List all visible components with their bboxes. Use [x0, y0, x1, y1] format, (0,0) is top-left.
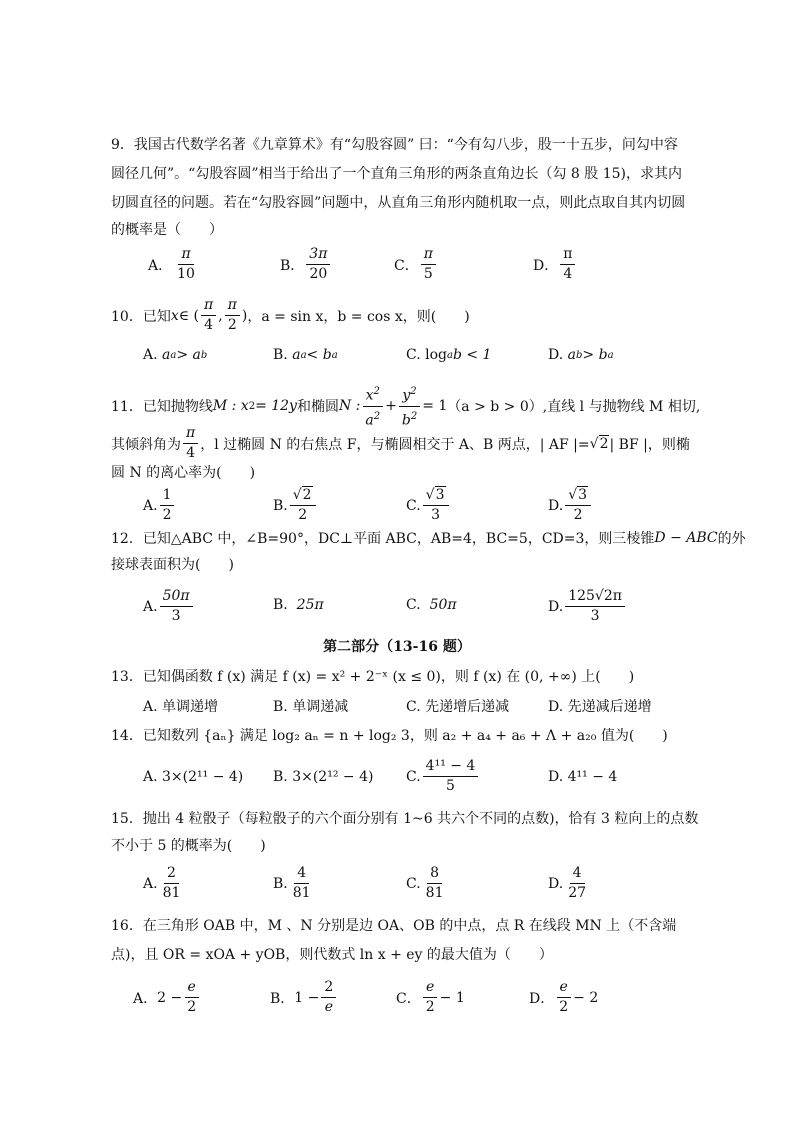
q11-option-c: C. $\frac{√3}{3}$: [406, 486, 451, 525]
q14-option-b: B. 3×(2¹² − 4): [273, 769, 374, 785]
q9-line1: 9．我国古代数学名著《九章算术》有“勾股容圆” 曰：“今有勾八步，股一十五步，问勾中容: [111, 137, 678, 153]
q9-option-c: C． $\frac{\pi}{5}$: [394, 245, 438, 284]
q16-option-a: A． 2 − $\frac{e}{2}$: [133, 978, 201, 1017]
q13-option-d: D. 先递减后递增: [548, 699, 652, 715]
q14-option-d: D. 4¹¹ − 4: [548, 769, 618, 785]
q11-line2: 其倾斜角为 $\frac{\pi}{4}$ ，l 过椭圆 N 的右焦点 F，与椭圆相交于 A、B 两点，| AF |= √ 2 | BF |，则椭: [111, 425, 690, 461]
q13-option-a: A. 单调递增: [143, 699, 219, 715]
q13-stem: 13．已知偶函数 f (x) 满足 f (x) = x² + 2⁻ˣ (x ≤ 0)，则 f (x) 在 (0, +∞) 上( ): [111, 669, 635, 685]
q15-option-a: A. $\frac{2}{81}$: [143, 865, 181, 901]
q15-line2: 不小于 5 的概率为( ): [111, 838, 266, 854]
q13-option-c: C. 先递增后递减: [406, 699, 510, 715]
q10-stem: 10．已知 x ∈ ( $\frac{\pi}{4}$ , $\frac{\pi}{2}$ ) ，a = sin x，b = cos x，则( ): [111, 297, 470, 333]
q12-line1: 12．已知△ABC 中，∠B=90°，DC⊥平面 ABC，AB=4，BC=5，CD=3，则三棱锥 D − ABC 的外: [111, 530, 746, 547]
q9-option-a: A． $\frac{\pi}{10}$: [148, 246, 195, 282]
section-heading: 第二部分（13-16 题）: [323, 639, 471, 655]
q14-option-a: A. 3×(2¹¹ − 4): [143, 769, 244, 785]
q16-line2: 点)，且 OR = xOA + yOB，则代数式 ln x + ey 的最大值为（ ）: [111, 947, 553, 963]
q9-line3: 切圆直径的问题。若在“勾股容圆”问题中，从直角三角形内随机取一点，则此点取自其内切圆: [111, 195, 686, 211]
q15-option-b: B. $\frac{4}{81}$: [273, 865, 311, 901]
q16-option-b: B． 1 − $\frac{2}{e}$: [270, 978, 338, 1017]
q15-option-c: C. $\frac{8}{81}$: [406, 865, 444, 901]
q12-option-b: B. 25π: [273, 597, 324, 613]
q10-option-c: C. log a b < 1: [406, 347, 492, 363]
q9-option-d: D． $\frac{\pi}{4}$: [533, 245, 577, 284]
q11-option-d: D. $\frac{√3}{2}$: [548, 486, 593, 525]
q10-option-a: A. a a > a b: [143, 347, 208, 363]
q14-stem: 14．已知数列 {aₙ} 满足 log₂ aₙ = n + log₂ 3，则 a₂ + a₄ + a₆ + Λ + a₂₀ 值为( ): [111, 728, 668, 744]
q10-option-d: D. a b > b a: [548, 347, 614, 363]
q12-option-c: C. 50π: [406, 597, 457, 613]
q15-line1: 15．抛出 4 粒骰子（每粒骰子的六个面分别有 1~6 共六个不同的点数)，恰有 3 粒向上的点数: [111, 811, 699, 827]
q14-option-c: C. $\frac{\text{4¹¹ − 4}}{5}$: [406, 757, 480, 796]
q11-line1: 11．已知抛物线 M : x 2 = 12y 和椭圆 N : $\frac{x^2}{a^2}$ + $\frac{y^2}{b^2}$ = 1 （a > b > 0） ,直线 l 与抛物线 M 相切,: [111, 382, 700, 430]
q16-line1: 16．在三角形 OAB 中，M 、N 分别是边 OA、OB 的中点，点 R 在线段 MN 上（不含端: [111, 918, 677, 934]
q11-option-b: B. $\frac{√2}{2}$: [273, 486, 318, 525]
q16-option-d: D． $\frac{e}{2}$ − 2: [529, 979, 599, 1015]
q12-line2: 接球表面积为( ): [111, 557, 234, 573]
q9-line2: 圆径几何”。“勾股容圆”相当于给出了一个直角三角形的两条直角边长（勾 8 股 15)，求其内: [111, 166, 683, 182]
q15-option-d: D. $\frac{4}{27}$: [548, 865, 587, 901]
q16-option-c: C． $\frac{e}{2}$ − 1: [396, 979, 465, 1015]
q13-option-b: B. 单调递减: [273, 699, 349, 715]
q12-option-d: D. $\frac{125√2\pi}{3}$: [548, 587, 627, 626]
q11-option-a: A. $\frac{1}{2}$: [143, 486, 176, 525]
q9-line4: 的概率是（ ）: [111, 222, 223, 238]
q10-option-b: B. a a < b a: [273, 347, 338, 363]
q9-option-b: B． $\frac{3\pi}{20}$: [280, 245, 332, 284]
q12-option-a: A. $\frac{50\pi}{3}$: [143, 587, 195, 626]
q11-line3: 圆 N 的离心率为( ): [111, 465, 256, 481]
